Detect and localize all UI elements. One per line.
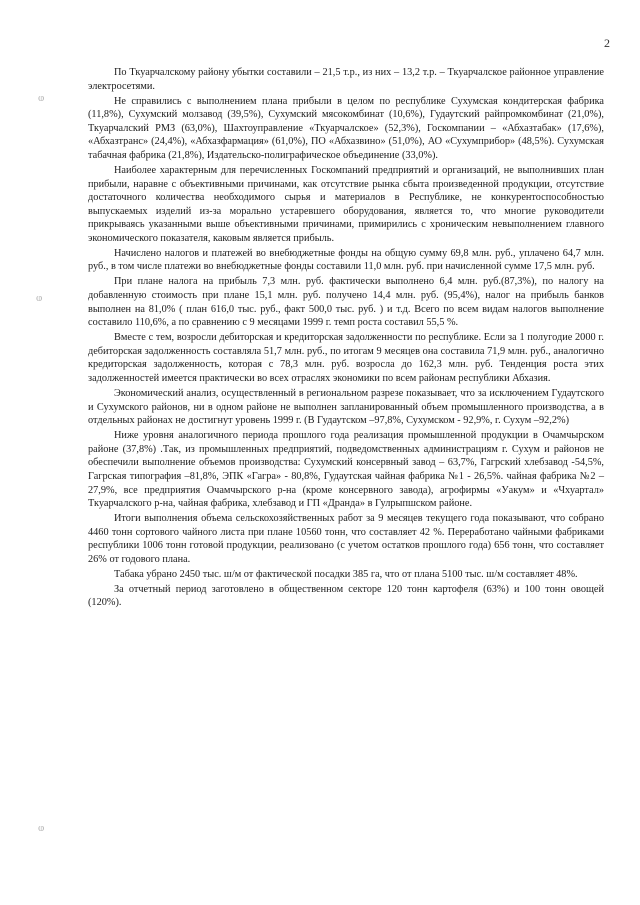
paragraph-taxes-accrued: Начислено налогов и платежей во внебюджетные фонды на общую сумму 69,8 млн. руб., уплачено 64,7 млн. руб., в том числе платежи во внебюджетные фонды составили 11,0 млн. руб. при начисленной сумме 17,5 млн. руб. [88,247,604,273]
paragraph-profit-plan-failures: Не справились с выполнением плана прибыли в целом по республике Сухумская кондитерская фабрика (11,8%), Сухумский молзавод (39,5%), Сухумский мясокомбинат (10,6%), Гудаутский райпромкомбинат (21,0%), Ткуарчалский РМЗ (63,0%), Шахтоуправление «Ткуарчалское» (52,3%), Госкомпании – «Абхазтабак» (17,6%), «Абхазтранс» (24,4%), «Абхазфармация» (61,0%), ПО «Абхазвино» (51,0%), АО «Сухумприбор» (48,5%). Сухумская табачная фабрика (21,8%), Издательско-полиграфическое объединение (33,0%). [88,95,604,161]
document-body [88,66,604,611]
paragraph-regional-analysis: Экономический анализ, осуществленный в региональном разрезе показывает, что за исключением Гудаутского и Сухумского районов, ни в одном районе не выполнен запланированный объем промышленного производства, а в отдельных районах не достигнут уровень 1999 г. (В Гудаутском –97,8%, Сухумском - 92,9%, г. Сухум –92,2%) [88,388,604,427]
margin-hole-mark: ⱷ [36,292,43,304]
paragraph-tax-plan: При плане налога на прибыль 7,3 млн. руб. фактически выполнено 6,4 млн. руб.(87,3%), по налогу на добавленную стоимость при плане 15,1 млн. руб. получено 14,4 млн. руб. (95,4%), налог на прибыль банков выполнен на 81,0% ( план 616,0 тыс. руб., факт 500,0 тыс. руб. ) и т.д. Всего по всем видам налогов выполнение составило 110,6%, а по сравнению с 9 месяцами 1999 г. темп роста составил 55,5 %. [88,276,604,329]
paragraph-debts: Вместе с тем, возросли дебиторская и кредиторская задолженности по республике. Если за 1 полугодие 2000 г. дебиторская задолженность составляла 51,7 млн. руб., по итогам 9 месяцев она составила 71,9 млн. руб., аналогично кредиторская задолженность, которая с 78,3 млн. руб. возросла до 162,3 млн. руб. Тенденция роста этих задолженностей имеется практически во всех отраслях экономики по всем районам республики Абхазия. [88,332,604,385]
margin-hole-mark: ⱷ [38,822,45,834]
paragraph-reasons: Наиболее характерным для перечисленных Госкомпаний предприятий и организаций, не выполнивших план прибыли, наравне с объективными причинами, как отсутствие рынка сбыта произведенной продукции, отсутствие достаточного количества необходимого сырья и материалов в Республике, не конкурентоспособностью выпускаемых изделий из-за морально устаревшего оборудования, является то, что многие руководители прикрываясь указанными выше объективными причинами, примирились с хроническим невыполнением главного экономического показателя, каковым является прибыль. [88,164,604,244]
paragraph-tkuarchal-losses: По Ткуарчалскому району убытки составили – 21,5 т.р., из них – 13,2 т.р. – Ткуарчалское районное управление электросетями. [88,67,604,92]
page-number: 2 [604,36,610,50]
paragraph-agriculture-tea: Итоги выполнения объема сельскохозяйственных работ за 9 месяцев текущего года показывают, что собрано 4460 тонн сортового чайного листа при плане 10560 тонн, что составляет 42 %. Переработано чайными фабриками республики 1006 тонн готовой продукции, реализовано (с учетом остатков прошлого года) 656 тонн, что составляет 26% от годового плана. [88,513,604,565]
paragraph-ochamchira: Ниже уровня аналогичного периода прошлого года реализация промышленной продукции в Очамчырском районе (37,8%) .Так, из промышленных предприятий, подведомственных администрациям г. Сухум и районов не обеспечили выполнение объемов производства: Сухумский консервный завод – 63,7%, Гагрский хлебзавод -54,5%, Гагрская типография –81,8%, ЭПК «Гагра» - 80,8%, Гудаутская чайная фабрика №1 - 26,5%. чайная фабрика №2 –27,9%, все предприятия Очамчырского р-на (кроме консервного завода), агрофирмы «Уакум» и «Чхуартал» Ткуарчалского р-на, чайная фабрика, хлебзавод и ГП «Дранда» в Гулрыпшском районе. [88,430,604,510]
paragraph-potatoes-vegetables: За отчетный период заготовлено в общественном секторе 120 тонн картофеля (63%) и 100 тонн овощей (120%). [88,583,604,609]
margin-hole-mark: ⱷ [38,92,45,104]
paragraph-tobacco: Табака убрано 2450 тыс. ш/м от фактической посадки 385 га, что от плана 5100 тыс. ш/м составляет 48%. [114,568,578,580]
